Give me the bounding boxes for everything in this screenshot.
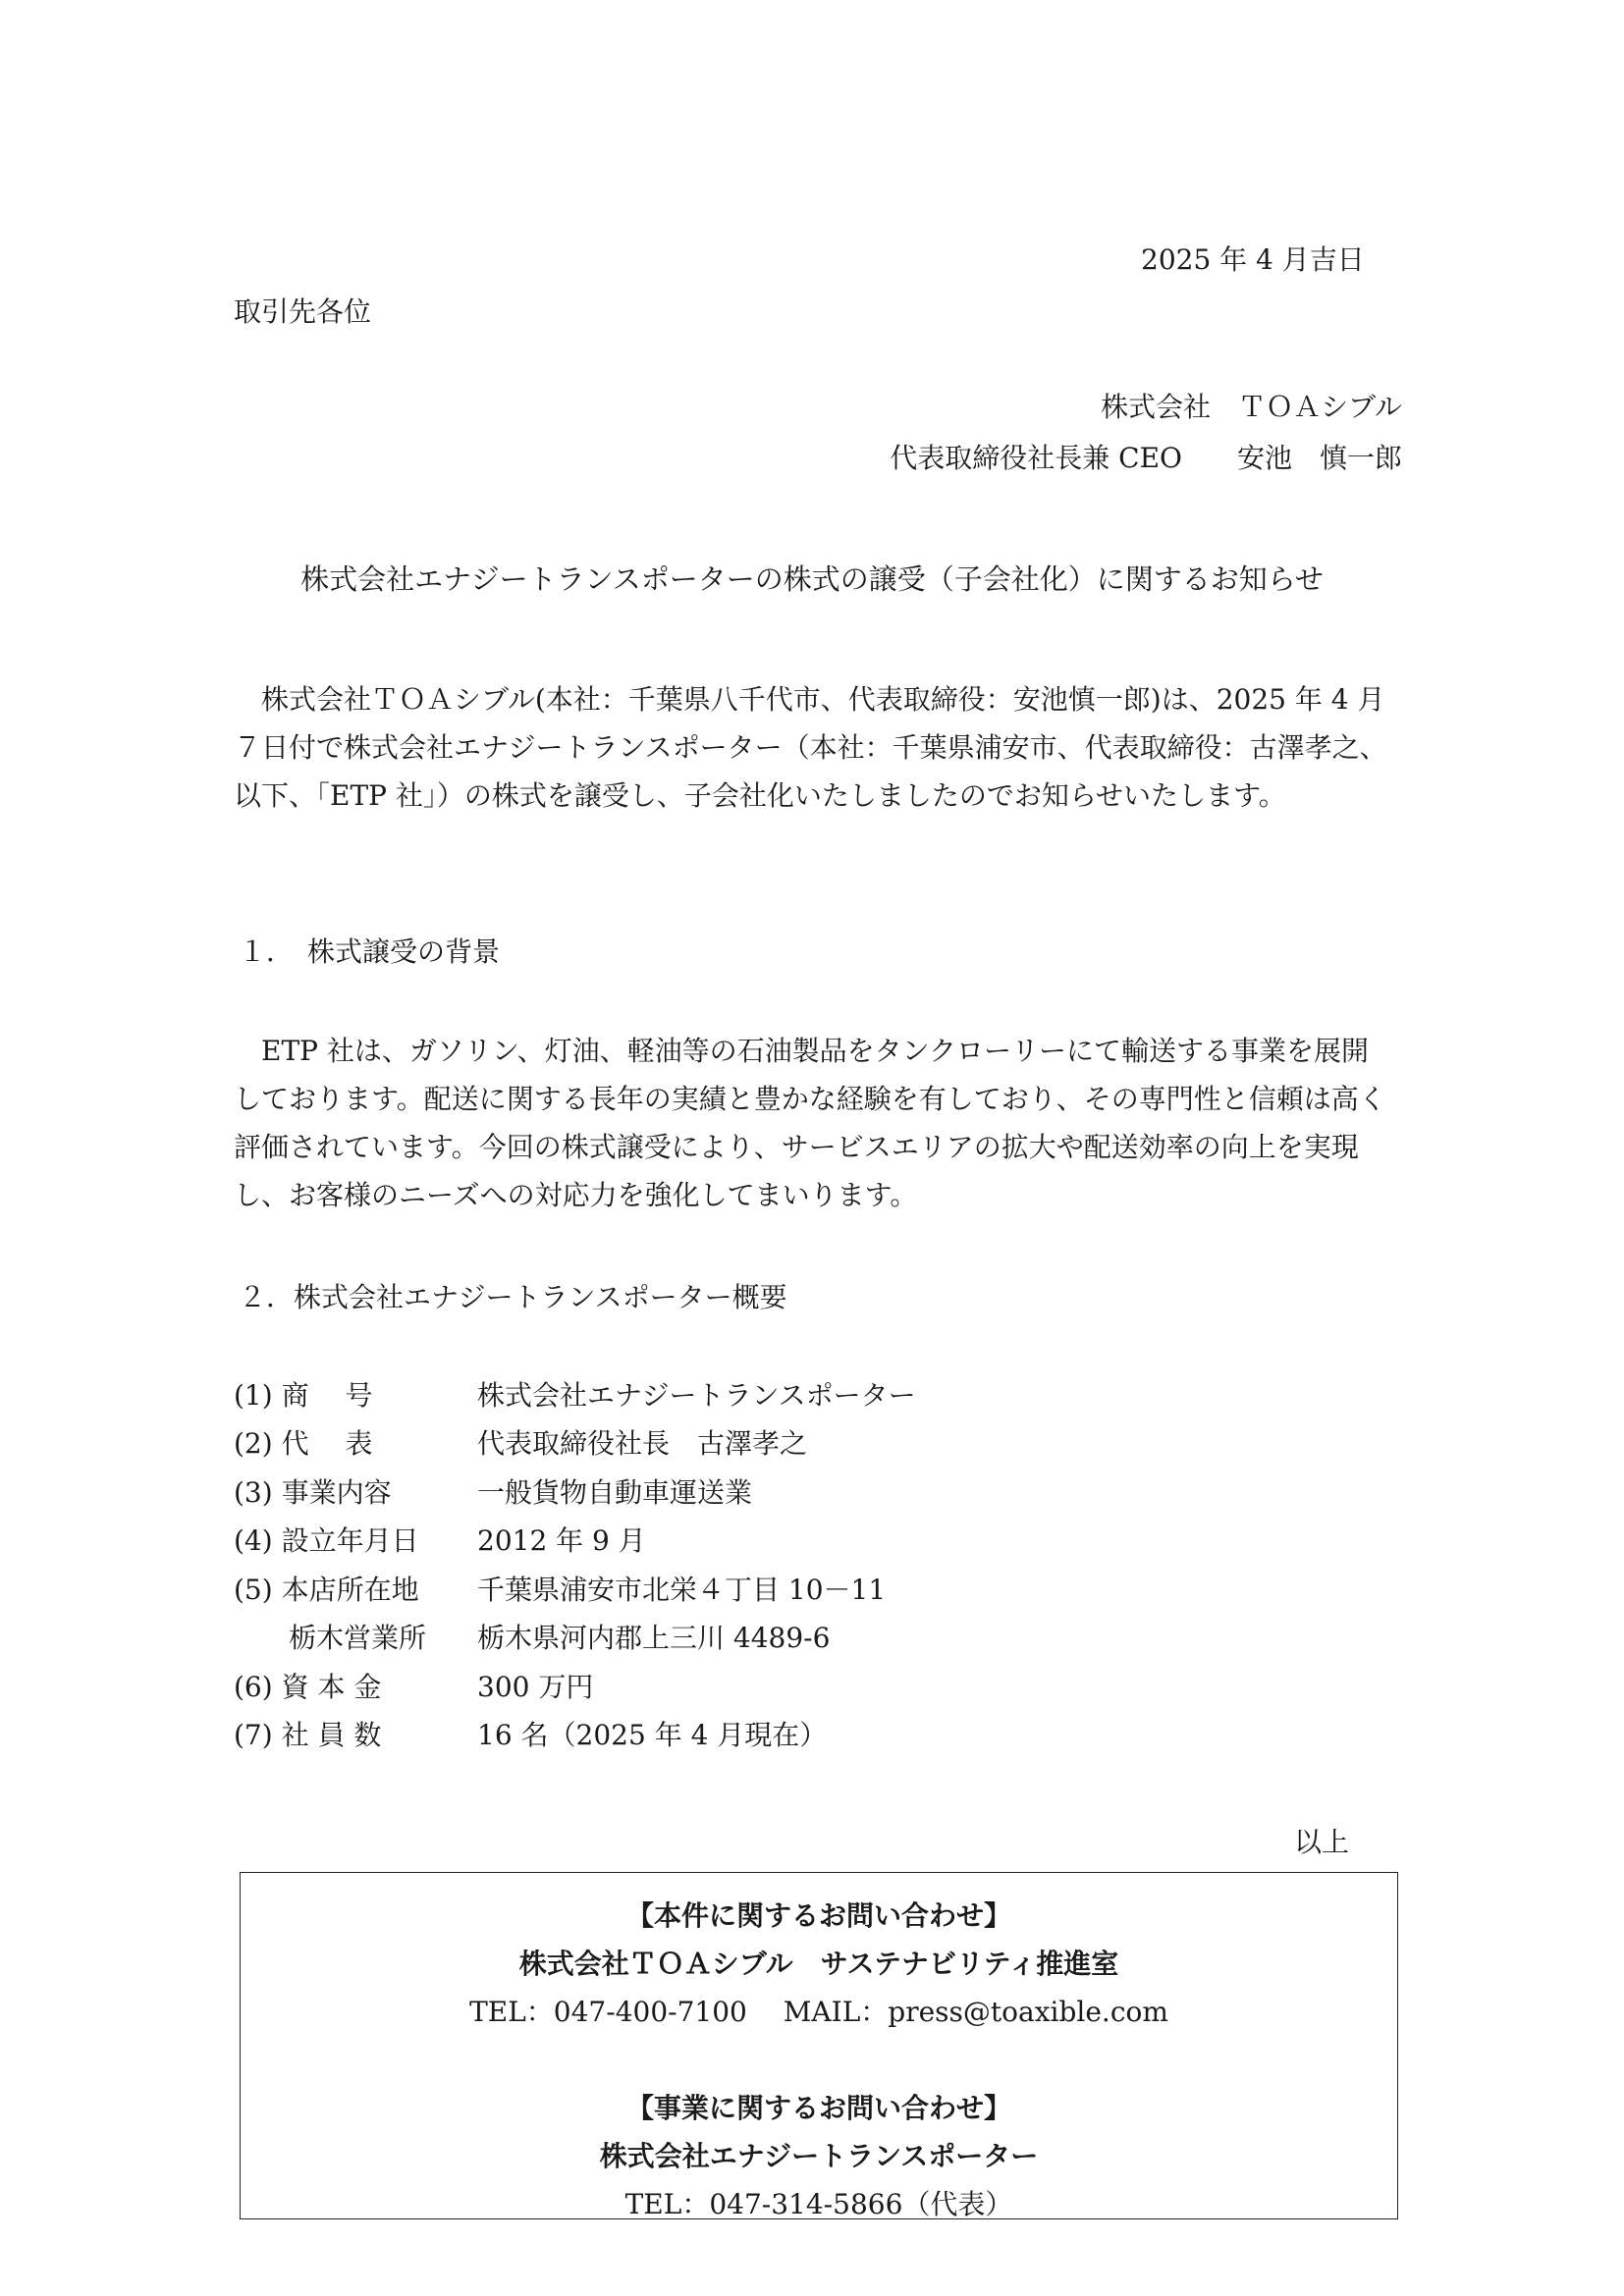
overview-value: 株式会社エナジートランスポーター (477, 1378, 916, 1412)
section1-heading: １． 株式譲受の背景 (239, 935, 501, 968)
closing-mark: 以上 (1293, 1826, 1349, 1858)
sender-representative: 代表取締役社長兼 CEO 安池 慎一郎 (890, 442, 1402, 474)
overview-row (234, 1613, 916, 1662)
overview-label: (3) 事業内容 (234, 1475, 392, 1509)
overview-label: (5) 本店所在地 (234, 1573, 419, 1606)
sender-company: 株式会社 ＴＯＡシブル (1101, 391, 1402, 423)
overview-value: 16 名（2025 年 4 月現在） (477, 1719, 828, 1752)
business-heading: 【事業に関するお問い合わせ】 (625, 2092, 1011, 2124)
inquiry-organization: 株式会社ＴＯＡシブル サステナビリティ推進室 (518, 1948, 1119, 1980)
overview-row (234, 1661, 916, 1710)
overview-value: 千葉県浦安市北栄４丁目 10－11 (477, 1573, 887, 1606)
addressee: 取引先各位 (234, 295, 372, 328)
inquiry-heading: 【本件に関するお問い合わせ】 (625, 1899, 1011, 1932)
overview-value: 一般貨物自動車運送業 (477, 1475, 753, 1509)
contact-box (240, 1872, 1398, 2219)
section1-body: ETP 社は、ガソリン、灯油、軽油等の石油製品をタンクローリーにて輸送する事業を展開しております。配送に関する長年の実績と豊かな経験を有しており、その専門性と信頼は高く評価されています。今回の株式譲受により、サービスエリアの拡大や配送効率の向上を実現し、お客様のニーズへの対応力を強化してまいります。 (234, 1035, 1386, 1211)
overview-value: 栃木県河内郡上三川 4489-6 (477, 1622, 831, 1655)
document-title: 株式会社エナジートランスポーターの株式の譲受（子会社化）に関するお知らせ (300, 562, 1324, 596)
overview-label: (2) 代 表 (234, 1427, 373, 1461)
overview-row (234, 1369, 916, 1418)
overview-row (234, 1418, 916, 1468)
document-date: 2025 年 4 月吉日 (1141, 243, 1365, 276)
inquiry-contact-info: TEL：047-400-7100 MAIL：press@toaxible.com (469, 1996, 1168, 2028)
overview-row (234, 1710, 916, 1759)
overview-value: 代表取締役社長 古澤孝之 (477, 1427, 808, 1461)
business-organization: 株式会社エナジートランスポーター (599, 2140, 1039, 2172)
overview-value: 300 万円 (477, 1670, 594, 1703)
overview-label: (6) 資 本 金 (234, 1670, 382, 1703)
section2-heading: ２．株式会社エナジートランスポーター概要 (239, 1281, 787, 1313)
overview-row (234, 1467, 916, 1516)
overview-label: (7) 社 員 数 (234, 1719, 382, 1752)
company-overview-list (234, 1369, 916, 1758)
overview-row (234, 1564, 916, 1613)
overview-value: 2012 年 9 月 (477, 1524, 646, 1558)
overview-row (234, 1516, 916, 1565)
intro-paragraph: 株式会社ＴＯＡシブル(本社：千葉県八千代市、代表取締役：安池慎一郎)は、2025 年 4 月７日付で株式会社エナジートランスポーター（本社：千葉県浦安市、代表取締役：古澤孝之、以下、「ETP 社」）の株式を譲受し、子会社化いたしましたのでお知らせいたします。 (234, 683, 1387, 812)
overview-label: (4) 設立年月日 (234, 1524, 419, 1558)
overview-label: 栃木営業所 (234, 1622, 427, 1655)
overview-label: (1) 商 号 (234, 1378, 373, 1412)
business-contact-info: TEL：047-314-5866（代表） (624, 2188, 1013, 2220)
